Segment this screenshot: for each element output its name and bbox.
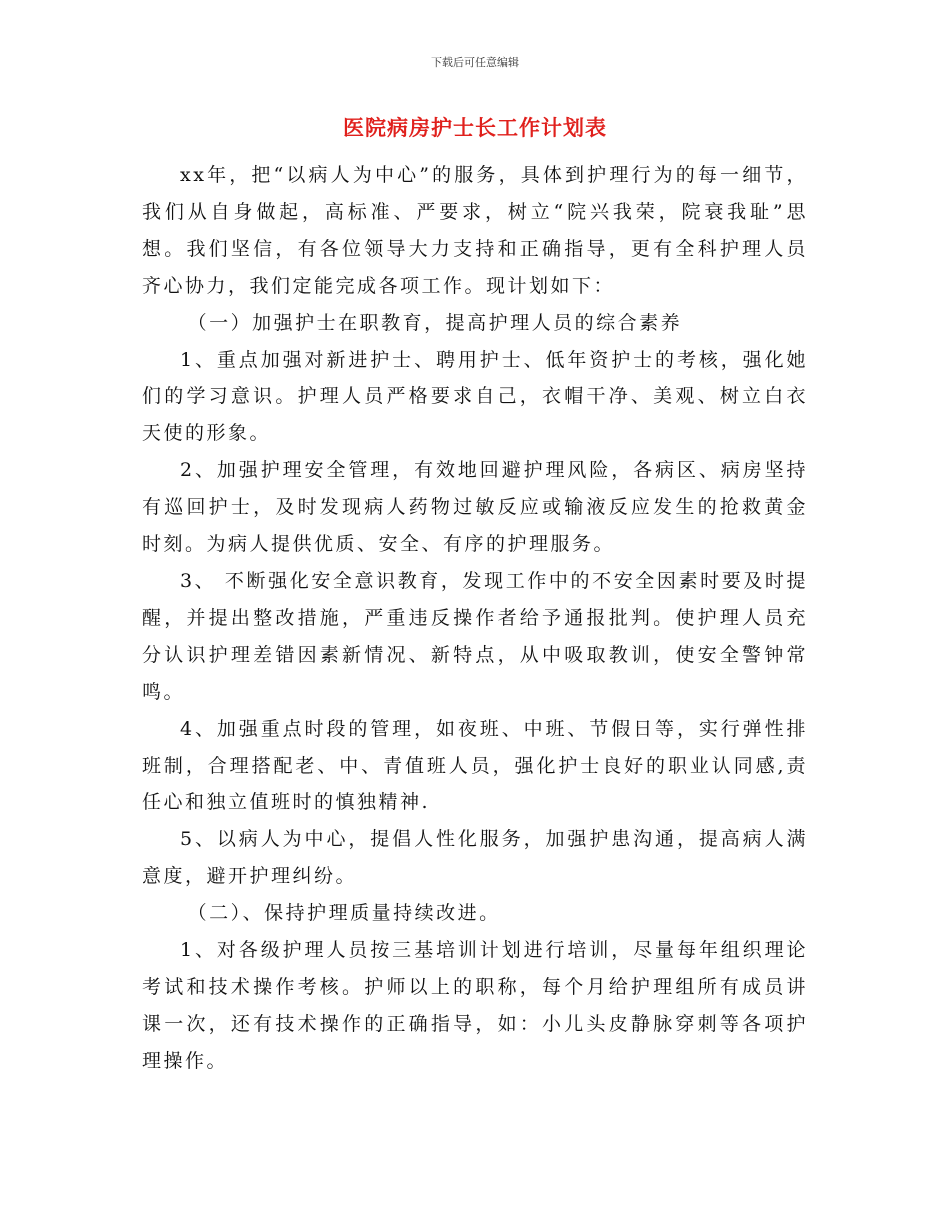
paragraph-item: 1、重点加强对新进护士、聘用护士、低年资护士的考核，强化她们的学习意识。护理人员严格要求自己，衣帽干净、美观、树立白衣天使的形象。 (142, 348, 808, 445)
section-heading-2: （二）、保持护理质量持续改进。 (187, 902, 501, 925)
paragraph-item: 4、加强重点时段的管理，如夜班、中班、节假日等，实行弹性排班制，合理搭配老、中、青值班人员，强化护士良好的职业认同感,责任心和独立值班时的慎独精神. (142, 717, 808, 814)
paragraph-item: 3、 不断强化安全意识教育，发现工作中的不安全因素时要及时提醒，并提出整改措施，严重违反操作者给予通报批判。使护理人员充分认识护理差错因素新情况、新特点，从中吸取教训，使安全警钟常鸣。 (142, 569, 808, 703)
document-body (142, 157, 808, 1080)
paragraph-item: 2、加强护理安全管理，有效地回避护理风险，各病区、病房坚持有巡回护士，及时发现病人药物过敏反应或输液反应发生的抢救黄金时刻。为病人提供优质、安全、有序的护理服务。 (142, 459, 808, 556)
paragraph-item: 1、对各级护理人员按三基培训计划进行培训，尽量每年组织理论考试和技术操作考核。护师以上的职称，每个月给护理组所有成员讲课一次，还有技术操作的正确指导，如：小儿头皮静脉穿刺等各项护理操作。 (142, 939, 808, 1072)
section-heading-1: （一）加强护士在职教育，提高护理人员的综合素养 (187, 311, 683, 334)
document-title: 医院病房护士长工作计划表 (343, 115, 607, 140)
paragraph-intro: xx年，把“以病人为中心”的服务，具体到护理行为的每一细节，我们从自身做起，高标准、严要求，树立“院兴我荣，院衰我耻”思想。我们坚信，有各位领导大力支持和正确指导，更有全科护理人员齐心协力，我们定能完成各项工作。现计划如下： (142, 164, 808, 297)
paragraph-item: 5、以病人为中心，提倡人性化服务，加强护患沟通，提高病人满意度，避开护理纠纷。 (142, 828, 808, 888)
header-note: 下载后可任意编辑 (431, 56, 519, 69)
